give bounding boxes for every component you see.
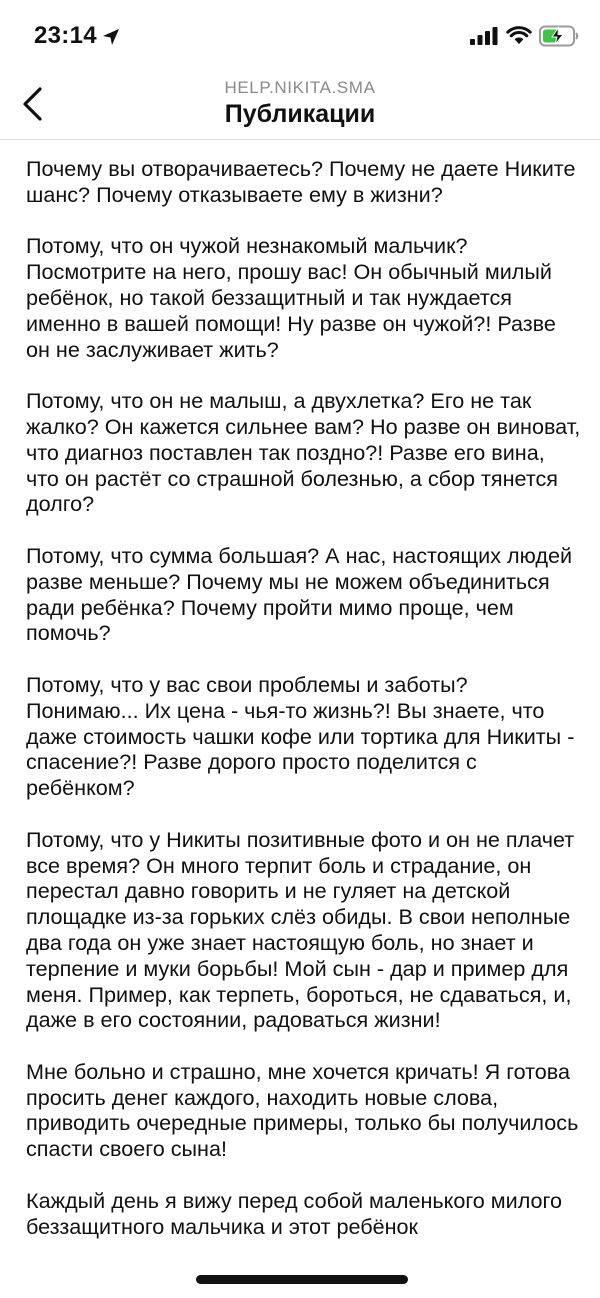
status-bar: [0, 0, 600, 72]
signal-icon: [470, 27, 498, 45]
account-username[interactable]: HELP.NIKITA.SMA: [224, 78, 376, 97]
caption-paragraph: Почему вы отворачиваетесь? Почему не даете Никите шанс? Почему отказываете ему в жизни?: [26, 156, 576, 207]
caption-paragraph: Потому, что он не малыш, а двухлетка? Его не так жалко? Он кажется сильнее вам? Но разве он виноват, что диагноз поставлен так поздно?! Разве его вина, что он растёт со страшной болезнью, а сбор тянется долго?: [26, 388, 581, 517]
status-time: 23:14: [34, 22, 97, 49]
caption-paragraph: Потому, что у вас свои проблемы и заботы? Понимаю... Их цена - чья-то жизнь?! Вы знаете, что даже стоимость чашки кофе или тортика для Никиты - спасение?! Разве дорого просто поделится с ребёнком?: [26, 671, 575, 801]
location-arrow-icon: [102, 28, 120, 46]
page-title: Публикации: [224, 100, 376, 128]
caption-paragraph: Потому, что он чужой незнакомый мальчик? Посмотрите на него, прошу вас! Он обычный милый ребёнок, но такой беззащитный и так нуждается именно в вашей помощи! Ну разве он чужой?! Разве он не заслуживает жить?: [26, 233, 556, 362]
post-caption: [26, 156, 582, 1265]
caption-paragraph: Потому, что у Никиты позитивные фото и он не плачет все время? Он много терпит боль и страдание, он перестал давно говорить и не гуляет на детской площадке из-за горьких слёз обиды. В свои неполные два года он уже знает настоящую боль, но знает и терпение и муки борьбы! Мой сын - дар и пример для меня. Пример, как терпеть, бороться, не сдаваться, и, даже в его состоянии, радоваться жизни!: [26, 826, 575, 1033]
wifi-icon: [506, 25, 532, 45]
caption-paragraph: Потому, что сумма большая? А нас, настоящих людей разве меньше? Почему мы не можем объединиться ради ребёнка? Почему пройти мимо проще, чем помочь?: [26, 542, 573, 646]
caption-paragraph: Каждый день я вижу перед собой маленького милого беззащитного мальчика и этот ребёнок: [26, 1187, 562, 1239]
nav-bar: [0, 72, 600, 140]
battery-charging-icon: [539, 25, 579, 47]
home-indicator[interactable]: [196, 1275, 408, 1284]
caption-paragraph: Мне больно и страшно, мне хочется кричать! Я готова просить денег каждого, находить новые слова, приводить очередные примеры, только бы получилось спасти своего сына!: [26, 1058, 579, 1162]
